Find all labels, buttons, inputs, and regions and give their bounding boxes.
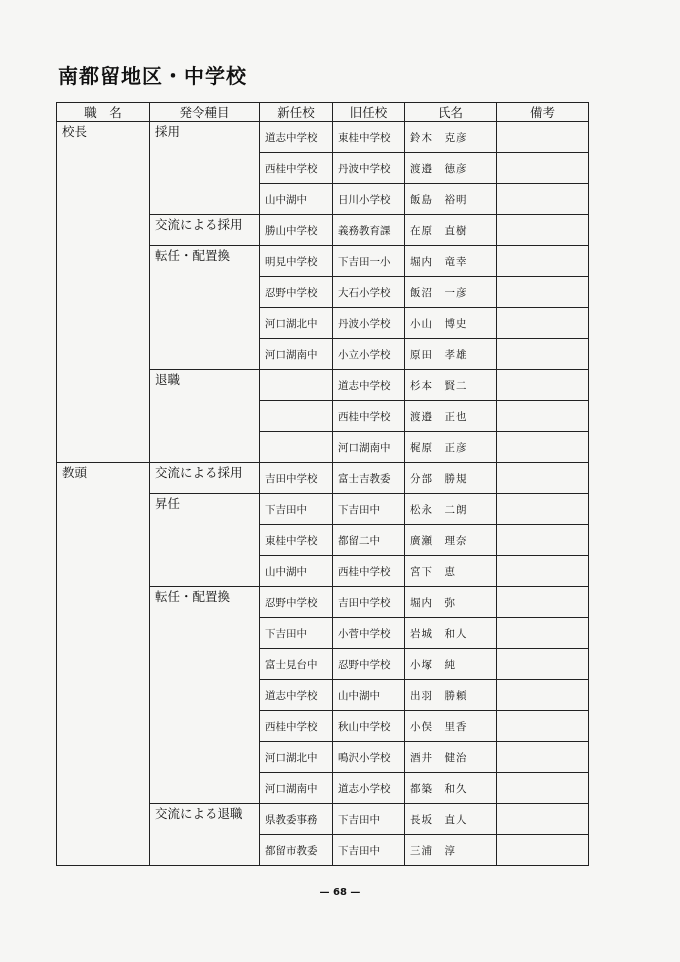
old-school-cell: 道志小学校 bbox=[333, 773, 405, 804]
position-cell: 校長 bbox=[57, 122, 150, 463]
remarks-cell bbox=[497, 184, 589, 215]
name-cell: 廣瀬 理奈 bbox=[405, 525, 497, 556]
remarks-cell bbox=[497, 556, 589, 587]
remarks-cell bbox=[497, 370, 589, 401]
header-new-school: 新任校 bbox=[260, 103, 333, 122]
name-cell: 梶原 正彦 bbox=[405, 432, 497, 463]
remarks-cell bbox=[497, 711, 589, 742]
order-type-cell: 交流による退職 bbox=[150, 804, 260, 866]
remarks-cell bbox=[497, 680, 589, 711]
remarks-cell bbox=[497, 401, 589, 432]
name-cell: 分部 勝規 bbox=[405, 463, 497, 494]
old-school-cell: 小菅中学校 bbox=[333, 618, 405, 649]
table-body bbox=[57, 122, 589, 866]
remarks-cell bbox=[497, 525, 589, 556]
name-cell: 渡邉 正也 bbox=[405, 401, 497, 432]
new-school-cell: 吉田中学校 bbox=[260, 463, 333, 494]
old-school-cell: 下吉田中 bbox=[333, 804, 405, 835]
old-school-cell: 鳴沢小学校 bbox=[333, 742, 405, 773]
header-name: 氏名 bbox=[405, 103, 497, 122]
old-school-cell: 東桂中学校 bbox=[333, 122, 405, 153]
old-school-cell: 河口湖南中 bbox=[333, 432, 405, 463]
header-order-type: 発令種目 bbox=[150, 103, 260, 122]
old-school-cell: 小立小学校 bbox=[333, 339, 405, 370]
name-cell: 酒井 健治 bbox=[405, 742, 497, 773]
old-school-cell: 義務教育課 bbox=[333, 215, 405, 246]
old-school-cell: 山中湖中 bbox=[333, 680, 405, 711]
new-school-cell: 忍野中学校 bbox=[260, 587, 333, 618]
order-type-cell: 採用 bbox=[150, 122, 260, 215]
old-school-cell: 富士吉教委 bbox=[333, 463, 405, 494]
new-school-cell: 西桂中学校 bbox=[260, 711, 333, 742]
name-cell: 出羽 勝頼 bbox=[405, 680, 497, 711]
remarks-cell bbox=[497, 153, 589, 184]
remarks-cell bbox=[497, 277, 589, 308]
old-school-cell: 忍野中学校 bbox=[333, 649, 405, 680]
position-cell: 教頭 bbox=[57, 463, 150, 866]
old-school-cell: 下吉田中 bbox=[333, 494, 405, 525]
remarks-cell bbox=[497, 649, 589, 680]
remarks-cell bbox=[497, 463, 589, 494]
new-school-cell bbox=[260, 432, 333, 463]
old-school-cell: 丹波中学校 bbox=[333, 153, 405, 184]
table-row bbox=[57, 463, 589, 494]
new-school-cell: 西桂中学校 bbox=[260, 153, 333, 184]
new-school-cell bbox=[260, 401, 333, 432]
old-school-cell: 大石小学校 bbox=[333, 277, 405, 308]
name-cell: 三浦 淳 bbox=[405, 835, 497, 866]
table-header-row bbox=[57, 103, 589, 122]
remarks-cell bbox=[497, 587, 589, 618]
name-cell: 在原 直樹 bbox=[405, 215, 497, 246]
name-cell: 堀内 弥 bbox=[405, 587, 497, 618]
new-school-cell: 勝山中学校 bbox=[260, 215, 333, 246]
personnel-table bbox=[56, 102, 589, 866]
new-school-cell: 忍野中学校 bbox=[260, 277, 333, 308]
new-school-cell: 県教委事務 bbox=[260, 804, 333, 835]
remarks-cell bbox=[497, 804, 589, 835]
name-cell: 堀内 竜幸 bbox=[405, 246, 497, 277]
new-school-cell: 都留市教委 bbox=[260, 835, 333, 866]
new-school-cell: 河口湖北中 bbox=[260, 742, 333, 773]
name-cell: 渡邉 徳彦 bbox=[405, 153, 497, 184]
order-type-cell: 交流による採用 bbox=[150, 215, 260, 246]
header-remarks: 備考 bbox=[497, 103, 589, 122]
remarks-cell bbox=[497, 308, 589, 339]
new-school-cell: 河口湖南中 bbox=[260, 339, 333, 370]
header-position: 職 名 bbox=[57, 103, 150, 122]
old-school-cell: 丹波小学校 bbox=[333, 308, 405, 339]
header-old-school: 旧任校 bbox=[333, 103, 405, 122]
remarks-cell bbox=[497, 246, 589, 277]
new-school-cell: 下吉田中 bbox=[260, 618, 333, 649]
new-school-cell: 明見中学校 bbox=[260, 246, 333, 277]
remarks-cell bbox=[497, 835, 589, 866]
name-cell: 小俣 里香 bbox=[405, 711, 497, 742]
old-school-cell: 秋山中学校 bbox=[333, 711, 405, 742]
old-school-cell: 下吉田中 bbox=[333, 835, 405, 866]
name-cell: 飯沼 一彦 bbox=[405, 277, 497, 308]
new-school-cell: 富士見台中 bbox=[260, 649, 333, 680]
page-number: — 68 — bbox=[319, 887, 361, 898]
name-cell: 飯島 裕明 bbox=[405, 184, 497, 215]
old-school-cell: 道志中学校 bbox=[333, 370, 405, 401]
order-type-cell: 交流による採用 bbox=[150, 463, 260, 494]
remarks-cell bbox=[497, 618, 589, 649]
name-cell: 小塚 純 bbox=[405, 649, 497, 680]
name-cell: 都築 和久 bbox=[405, 773, 497, 804]
name-cell: 松永 二朗 bbox=[405, 494, 497, 525]
old-school-cell: 下吉田一小 bbox=[333, 246, 405, 277]
name-cell: 長坂 直人 bbox=[405, 804, 497, 835]
remarks-cell bbox=[497, 215, 589, 246]
name-cell: 原田 孝雄 bbox=[405, 339, 497, 370]
name-cell: 岩城 和人 bbox=[405, 618, 497, 649]
new-school-cell: 河口湖南中 bbox=[260, 773, 333, 804]
old-school-cell: 吉田中学校 bbox=[333, 587, 405, 618]
remarks-cell bbox=[497, 339, 589, 370]
old-school-cell: 西桂中学校 bbox=[333, 401, 405, 432]
remarks-cell bbox=[497, 742, 589, 773]
new-school-cell: 道志中学校 bbox=[260, 680, 333, 711]
remarks-cell bbox=[497, 432, 589, 463]
new-school-cell: 道志中学校 bbox=[260, 122, 333, 153]
new-school-cell: 山中湖中 bbox=[260, 556, 333, 587]
old-school-cell: 西桂中学校 bbox=[333, 556, 405, 587]
name-cell: 杉本 賢二 bbox=[405, 370, 497, 401]
order-type-cell: 退職 bbox=[150, 370, 260, 463]
remarks-cell bbox=[497, 122, 589, 153]
order-type-cell: 昇任 bbox=[150, 494, 260, 587]
order-type-cell: 転任・配置換 bbox=[150, 246, 260, 370]
new-school-cell: 下吉田中 bbox=[260, 494, 333, 525]
new-school-cell bbox=[260, 370, 333, 401]
old-school-cell: 都留二中 bbox=[333, 525, 405, 556]
name-cell: 小山 博史 bbox=[405, 308, 497, 339]
remarks-cell bbox=[497, 773, 589, 804]
new-school-cell: 河口湖北中 bbox=[260, 308, 333, 339]
old-school-cell: 日川小学校 bbox=[333, 184, 405, 215]
order-type-cell: 転任・配置換 bbox=[150, 587, 260, 804]
remarks-cell bbox=[497, 494, 589, 525]
name-cell: 鈴木 克彦 bbox=[405, 122, 497, 153]
new-school-cell: 山中湖中 bbox=[260, 184, 333, 215]
page-title: 南都留地区・中学校 bbox=[58, 64, 247, 88]
table-row bbox=[57, 122, 589, 153]
name-cell: 宮下 恵 bbox=[405, 556, 497, 587]
new-school-cell: 東桂中学校 bbox=[260, 525, 333, 556]
